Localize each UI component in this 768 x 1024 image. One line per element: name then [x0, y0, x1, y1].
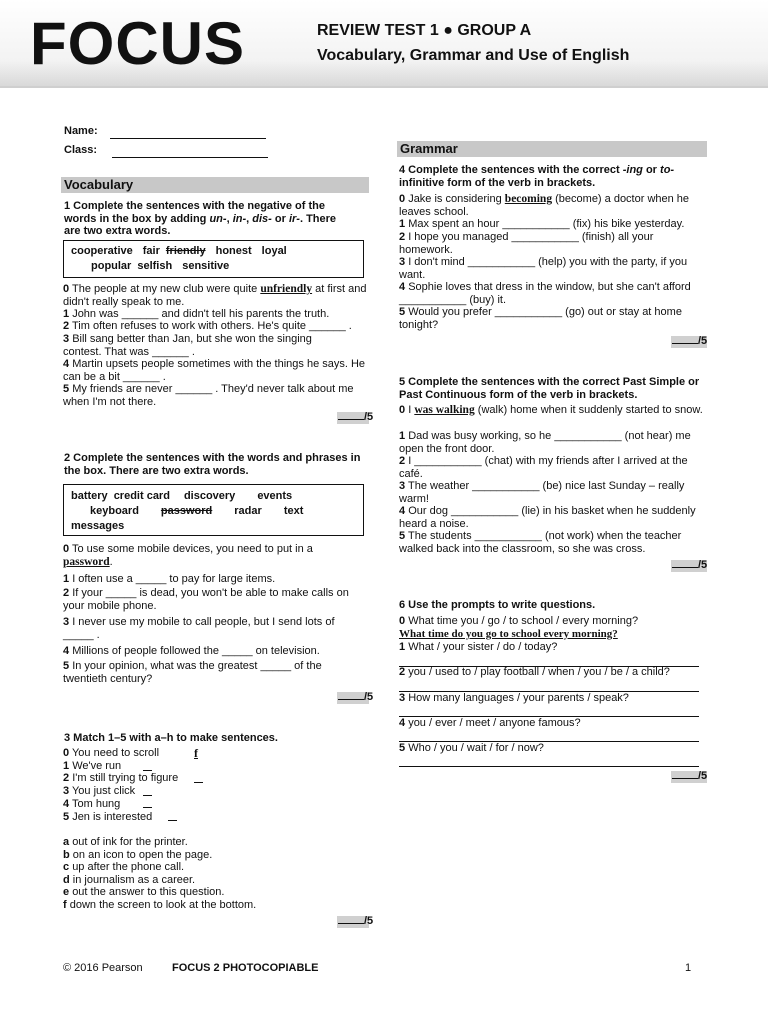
match-option: a out of ink for the printer. — [63, 836, 188, 848]
list-item[interactable]: 4 Our dog ___________ (lie) in his basket when he suddenly heard a noise. — [399, 505, 696, 530]
answer-blank[interactable] — [168, 812, 177, 821]
list-item: 2 you / used to / play football / when / you / be / a child? — [399, 666, 670, 678]
word: radar — [234, 505, 262, 517]
list-item: 0 The people at my new club were quite unfriendly at first and didn't really speak to me. — [63, 283, 367, 308]
word: text — [283, 505, 304, 517]
page-header — [0, 0, 768, 88]
match-option: c up after the phone call. — [63, 861, 185, 873]
answer-blank[interactable] — [143, 762, 152, 771]
ex2-instruction: 2 Complete the sentences with the words and phrases in the box. There are two extra words. — [64, 452, 361, 477]
score[interactable]: /5 — [672, 335, 707, 347]
list-item[interactable]: 4 Sophie loves that dress in the window, but she can't afford ___________ (buy) it. — [399, 281, 691, 306]
match-item: 0 You need to scroll — [63, 747, 160, 759]
match-item: 3 You just click — [63, 785, 136, 797]
focus-logo: FOCUS — [30, 10, 245, 77]
ex1-word-box — [63, 240, 364, 278]
grammar-heading: Grammar — [397, 141, 707, 157]
word: credit card — [113, 490, 170, 502]
vocabulary-heading: Vocabulary — [61, 177, 369, 193]
word: friendly — [165, 245, 206, 257]
list-item: 3 How many languages / your parents / speak? — [399, 692, 629, 704]
word: popular — [91, 260, 132, 272]
match-option: f down the screen to look at the bottom. — [63, 899, 257, 911]
example-answer: What time do you go to school every morning? — [399, 628, 618, 640]
list-item: 5 Who / you / wait / for / now? — [399, 742, 544, 754]
list-item: 0 To use some mobile devices, you need to put in a password. — [63, 543, 313, 568]
answer-line[interactable] — [399, 766, 699, 767]
ex5-instruction: 5 Complete the sentences with the correct Past Simple or Past Continuous form of the verb in brackets. — [399, 376, 700, 401]
word: sensitive — [182, 260, 230, 272]
word: keyboard — [90, 505, 139, 517]
score[interactable]: /5 — [672, 770, 707, 782]
list-item[interactable]: 4 Martin upsets people sometimes with the things he says. He can be a bit ______ . — [63, 358, 366, 383]
copyright: © 2016 Pearson — [63, 962, 143, 974]
match-option: e out the answer to this question. — [63, 886, 225, 898]
answer-blank[interactable] — [194, 774, 203, 783]
page-number: 1 — [685, 962, 692, 974]
word: cooperative — [71, 245, 133, 257]
word: discovery — [183, 490, 236, 502]
word: honest — [215, 245, 252, 257]
list-item[interactable]: 1 I often use a _____ to pay for large items. — [63, 573, 276, 585]
match-item: 1 We've run — [63, 760, 122, 772]
word: messages — [71, 520, 125, 532]
list-item[interactable]: 5 My friends are never ______ . They'd never talk about me when I'm not there. — [63, 383, 354, 408]
match-option: d in journalism as a career. — [63, 874, 196, 886]
list-item[interactable]: 2 If your _____ is dead, you won't be able to make calls on your mobile phone. — [63, 587, 349, 612]
list-item[interactable]: 3 I don't mind ___________ (help) you with the party, if you want. — [399, 256, 688, 281]
example-prompt: 0 What time you / go / to school / every morning? — [399, 615, 639, 627]
list-item[interactable]: 1 John was ______ and didn't tell his parents the truth. — [63, 308, 330, 320]
match-item: 2 I'm still trying to figure — [63, 772, 179, 784]
match-item: 4 Tom hung — [63, 798, 121, 810]
list-item[interactable]: 3 The weather ___________ (be) nice last Sunday – really warm! — [399, 480, 685, 505]
test-subtitle: Vocabulary, Grammar and Use of English — [317, 47, 630, 64]
answer-blank[interactable] — [143, 787, 152, 796]
ex4-instruction: 4 Complete the sentences with the correct -ing or to-infinitive form of the verb in brackets. — [399, 164, 675, 189]
class-line[interactable] — [112, 148, 268, 158]
example-answer: unfriendly — [260, 283, 313, 295]
word: selfish — [137, 260, 173, 272]
test-title: REVIEW TEST 1 ● GROUP A — [317, 22, 532, 39]
example-answer: f — [194, 746, 198, 760]
score[interactable]: /5 — [338, 915, 373, 927]
list-item: 4 you / ever / meet / anyone famous? — [399, 717, 581, 729]
list-item[interactable]: 3 I never use my mobile to call people, but I send lots of _____ . — [63, 616, 335, 641]
list-item[interactable]: 2 I hope you managed ___________ (finish) all your homework. — [399, 231, 654, 256]
score[interactable]: /5 — [338, 691, 373, 703]
word: password — [160, 505, 213, 517]
list-item[interactable]: 5 In your opinion, what was the greatest _____ of the twentieth century? — [63, 660, 322, 685]
word: battery — [71, 490, 108, 502]
list-item: 0 Jake is considering becoming (become) a doctor when he leaves school. — [399, 193, 690, 218]
list-item[interactable]: 5 The students ___________ (not work) when the teacher walked back into the classroom, so she was cross. — [399, 530, 682, 555]
word: events — [257, 490, 293, 502]
name-label: Name: — [64, 125, 98, 137]
list-item[interactable]: 2 Tim often refuses to work with others. He's quite ______ . — [63, 320, 352, 332]
score[interactable]: /5 — [338, 411, 373, 423]
list-item[interactable]: 5 Would you prefer ___________ (go) out or stay at home tonight? — [399, 306, 682, 331]
list-item: 1 What / your sister / do / today? — [399, 641, 558, 653]
list-item[interactable]: 1 Dad was busy working, so he ___________ (not hear) me open the front door. — [399, 430, 691, 455]
list-item[interactable]: 3 Bill sang better than Jan, but she won the singing contest. That was ______ . — [63, 333, 312, 358]
list-item[interactable]: 1 Max spent an hour ___________ (fix) his bike yesterday. — [399, 218, 685, 230]
list-item[interactable]: 4 Millions of people followed the _____ on television. — [63, 645, 320, 657]
example-answer: was walking — [414, 404, 475, 416]
ex2-word-box — [63, 484, 364, 536]
class-field[interactable] — [64, 140, 268, 158]
class-label: Class: — [64, 144, 98, 156]
list-item[interactable]: 2 I ___________ (chat) with my friends after I arrived at the café. — [399, 455, 688, 480]
answer-blank[interactable] — [143, 799, 152, 808]
ex3-instruction: 3 Match 1–5 with a–h to make sentences. — [64, 732, 278, 744]
list-item: 0 I was walking (walk) home when it suddenly started to snow. — [399, 404, 703, 416]
score[interactable]: /5 — [672, 559, 707, 571]
ex6-instruction: 6 Use the prompts to write questions. — [399, 599, 596, 611]
photocopiable-label: FOCUS 2 PHOTOCOPIABLE — [172, 962, 319, 974]
ex1-instruction: 1 Complete the sentences with the negative of the words in the box by adding un-, in-, dis- or ir-. There are two extra words. — [64, 200, 337, 238]
match-option: b on an icon to open the page. — [63, 849, 213, 861]
example-answer: password — [63, 555, 110, 568]
name-field[interactable] — [64, 121, 266, 139]
word: fair — [142, 245, 160, 257]
word: loyal — [261, 245, 287, 257]
example-answer: becoming — [504, 193, 553, 205]
match-item: 5 Jen is interested — [63, 811, 153, 823]
name-line[interactable] — [110, 129, 266, 139]
